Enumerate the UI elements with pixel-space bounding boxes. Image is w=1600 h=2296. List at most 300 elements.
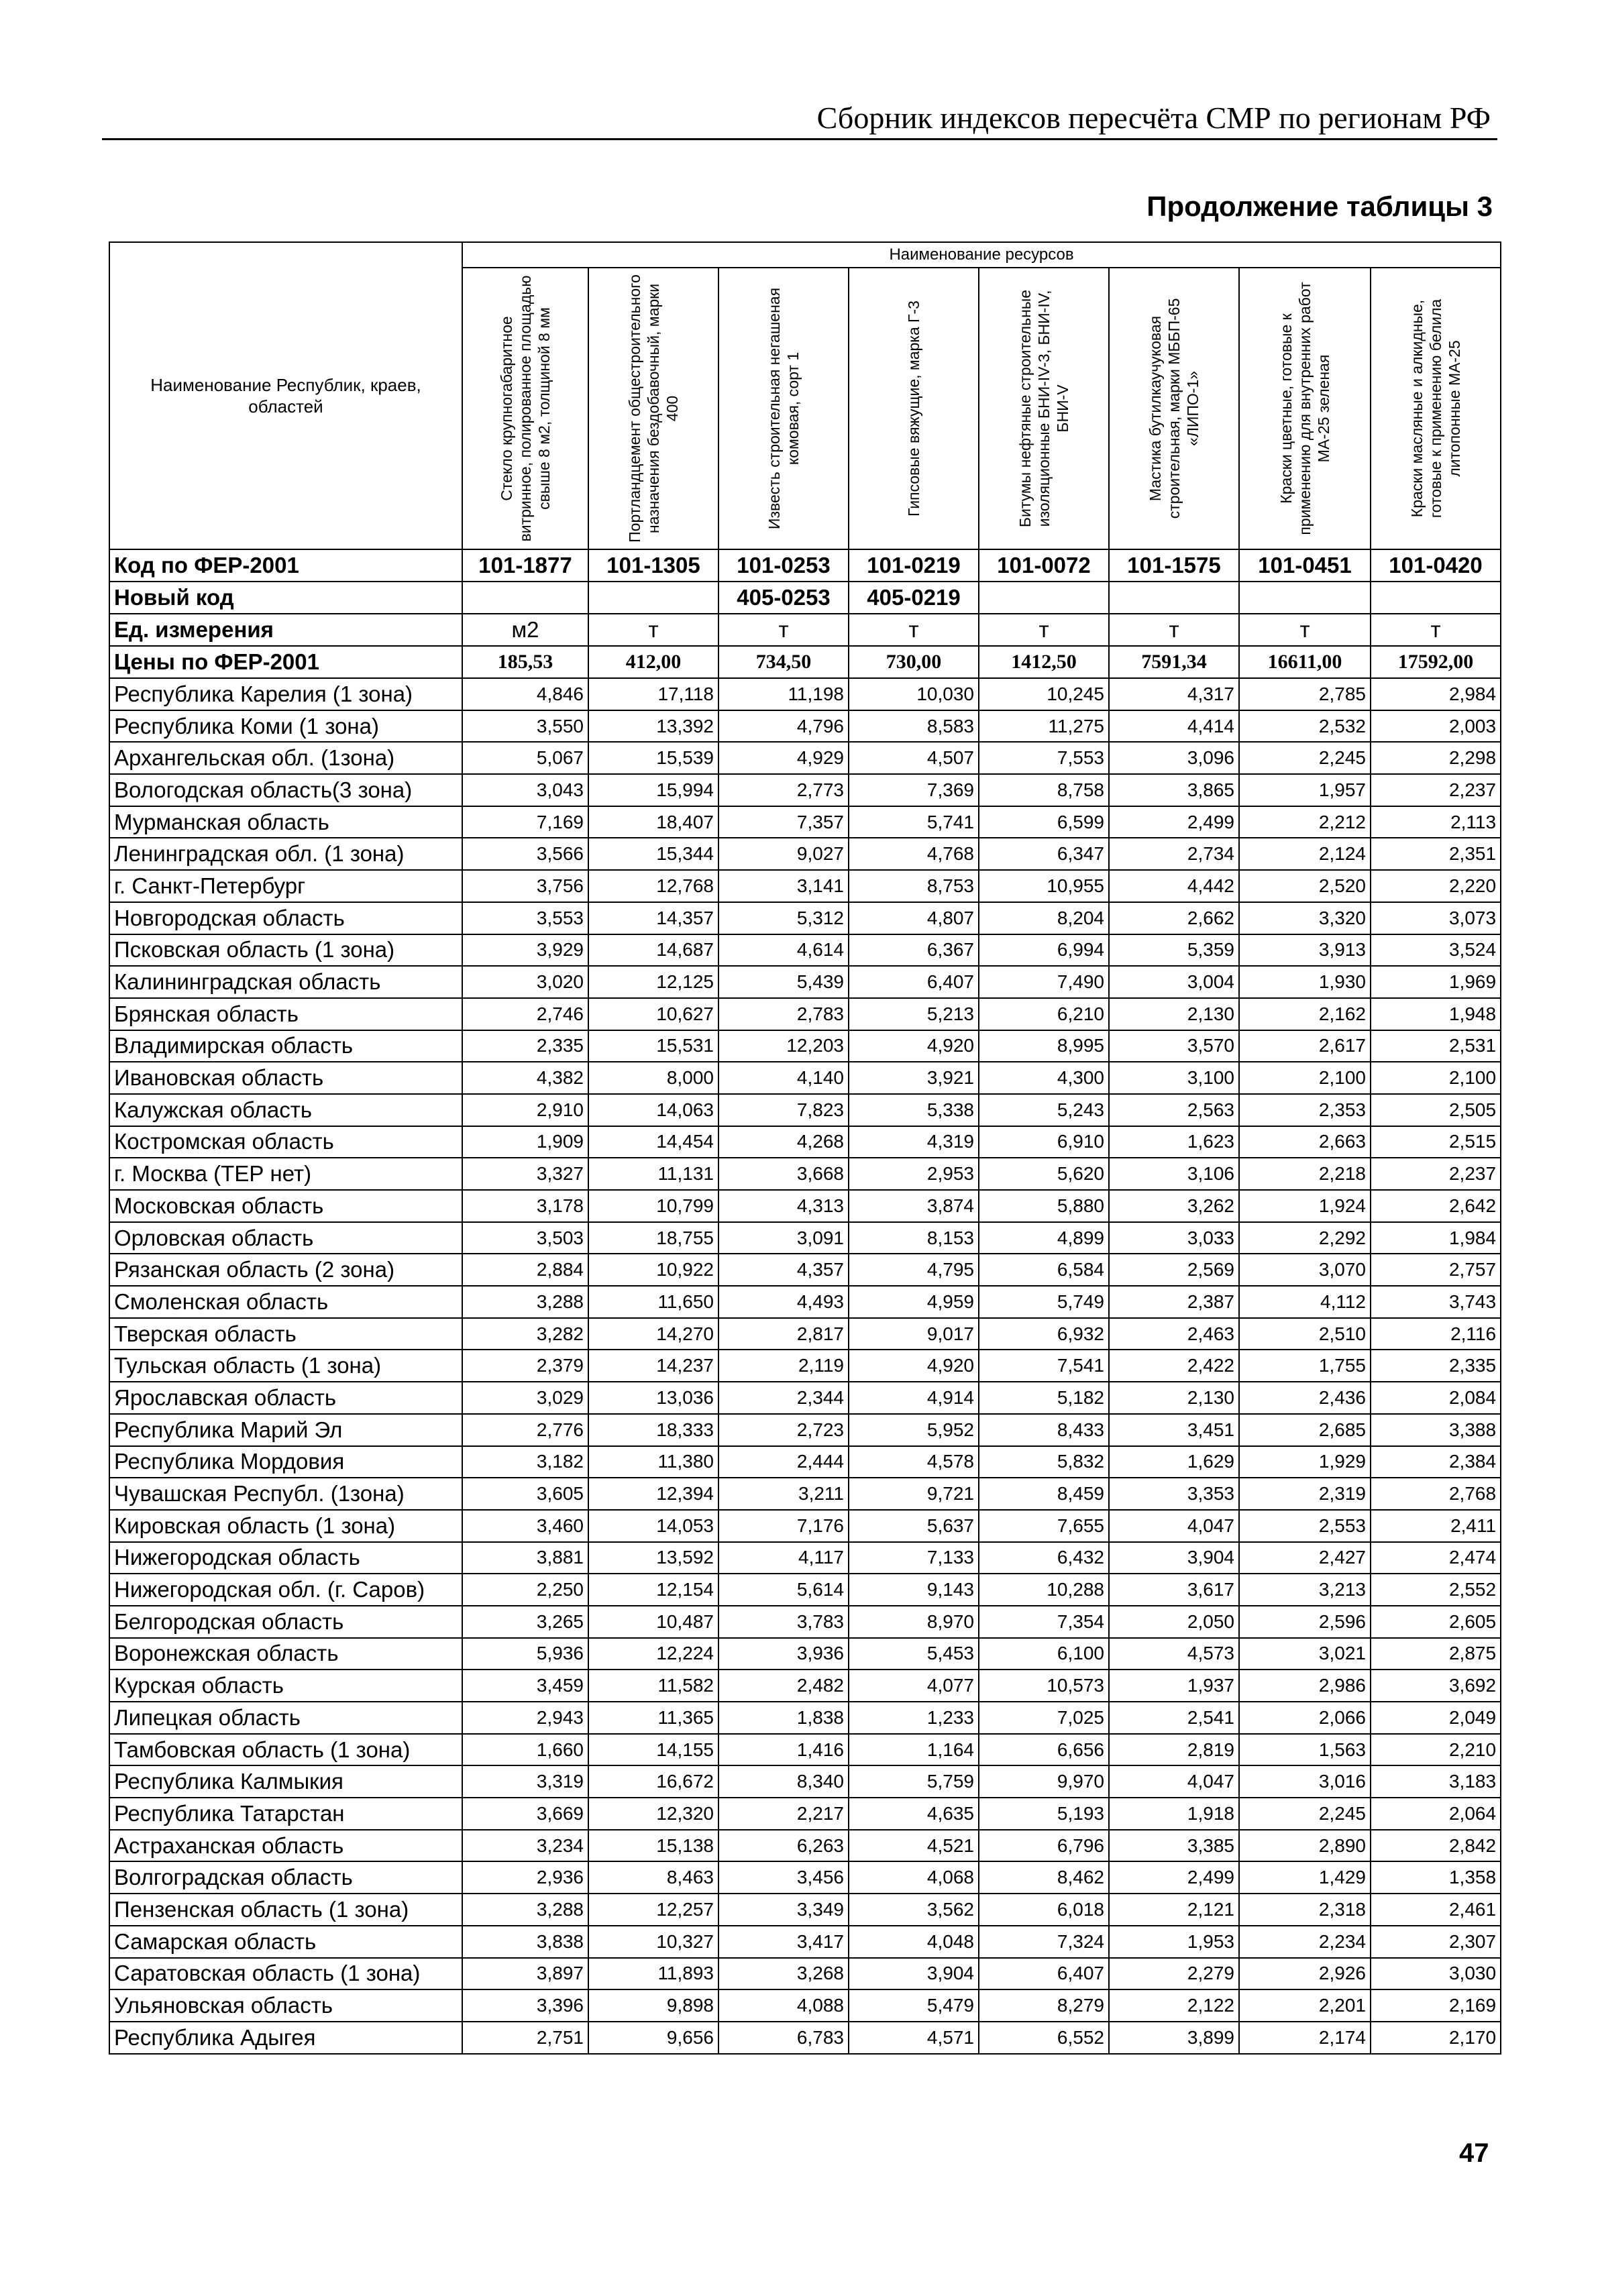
index-value: 5,453 xyxy=(849,1638,979,1670)
resource-column-header xyxy=(1371,268,1501,549)
index-value: 4,929 xyxy=(718,742,849,774)
index-value: 3,456 xyxy=(718,1861,849,1894)
index-value: 3,234 xyxy=(462,1830,588,1862)
index-value: 2,553 xyxy=(1239,1510,1371,1542)
price: 734,50 xyxy=(718,646,849,678)
index-value: 9,656 xyxy=(588,2022,718,2054)
unit: т xyxy=(849,614,979,646)
index-value: 2,541 xyxy=(1109,1702,1239,1734)
index-value: 7,025 xyxy=(979,1702,1109,1734)
resources-header: Наименование ресурсов xyxy=(462,242,1501,268)
index-value: 18,333 xyxy=(588,1414,718,1446)
index-value: 6,796 xyxy=(979,1830,1109,1862)
index-value: 15,138 xyxy=(588,1830,718,1862)
index-value: 2,217 xyxy=(718,1798,849,1830)
region-name: Белгородская область xyxy=(109,1606,462,1638)
region-name: Брянская область xyxy=(109,998,462,1030)
index-value: 8,463 xyxy=(588,1861,718,1894)
index-value: 3,553 xyxy=(462,902,588,934)
index-value: 2,344 xyxy=(718,1382,849,1414)
index-value: 2,335 xyxy=(1371,1350,1501,1382)
index-value: 15,531 xyxy=(588,1030,718,1062)
table-row xyxy=(109,1670,1501,1702)
index-value: 7,169 xyxy=(462,806,588,838)
index-value: 3,030 xyxy=(1371,1958,1501,1990)
index-value: 13,592 xyxy=(588,1542,718,1574)
index-value: 3,617 xyxy=(1109,1574,1239,1606)
index-value: 2,642 xyxy=(1371,1190,1501,1222)
index-value: 3,743 xyxy=(1371,1286,1501,1318)
index-value: 9,027 xyxy=(718,838,849,870)
index-value: 6,932 xyxy=(979,1318,1109,1350)
region-name: Мурманская область xyxy=(109,806,462,838)
region-name: Волгоградская область xyxy=(109,1861,462,1894)
index-value: 11,275 xyxy=(979,710,1109,743)
index-value: 3,913 xyxy=(1239,934,1371,967)
index-value: 2,218 xyxy=(1239,1158,1371,1190)
index-value: 3,033 xyxy=(1109,1222,1239,1254)
region-name: Республика Карелия (1 зона) xyxy=(109,678,462,710)
table-row xyxy=(109,1446,1501,1478)
resource-name: Мастика бутилкаучуковая строительная, марки МББП-65 «ЛИПО-1» xyxy=(1146,298,1202,519)
table-row xyxy=(109,1638,1501,1670)
index-value: 7,357 xyxy=(718,806,849,838)
region-name: Орловская область xyxy=(109,1222,462,1254)
index-value: 2,785 xyxy=(1239,678,1371,710)
region-name: Пензенская область (1 зона) xyxy=(109,1894,462,1926)
index-value: 3,091 xyxy=(718,1222,849,1254)
index-value: 3,417 xyxy=(718,1926,849,1958)
index-value: 3,178 xyxy=(462,1190,588,1222)
region-name: Чувашская Республ. (1зона) xyxy=(109,1478,462,1510)
index-value: 10,327 xyxy=(588,1926,718,1958)
index-value: 2,685 xyxy=(1239,1414,1371,1446)
index-value: 2,783 xyxy=(718,998,849,1030)
region-name: Ленинградская обл. (1 зона) xyxy=(109,838,462,870)
table-row xyxy=(109,774,1501,806)
index-value: 6,100 xyxy=(979,1638,1109,1670)
index-value: 2,212 xyxy=(1239,806,1371,838)
region-name: Саратовская область (1 зона) xyxy=(109,1958,462,1990)
table-row xyxy=(109,1765,1501,1798)
index-value: 2,510 xyxy=(1239,1318,1371,1350)
index-value: 7,490 xyxy=(979,966,1109,998)
index-value: 15,344 xyxy=(588,838,718,870)
index-value: 4,796 xyxy=(718,710,849,743)
index-value: 7,354 xyxy=(979,1606,1109,1638)
index-value: 2,819 xyxy=(1109,1734,1239,1766)
index-value: 6,994 xyxy=(979,934,1109,967)
price: 412,00 xyxy=(588,646,718,678)
region-name: Калининградская область xyxy=(109,966,462,998)
index-value: 12,125 xyxy=(588,966,718,998)
index-value: 5,759 xyxy=(849,1765,979,1798)
index-value: 5,193 xyxy=(979,1798,1109,1830)
region-name: Архангельская обл. (1зона) xyxy=(109,742,462,774)
unit: т xyxy=(588,614,718,646)
index-value: 3,904 xyxy=(849,1958,979,1990)
index-value: 14,155 xyxy=(588,1734,718,1766)
index-value: 4,268 xyxy=(718,1126,849,1158)
index-value: 14,053 xyxy=(588,1510,718,1542)
fer-code: 101-0420 xyxy=(1371,549,1501,582)
index-value: 3,282 xyxy=(462,1318,588,1350)
region-name: Смоленская область xyxy=(109,1286,462,1318)
price: 1412,50 xyxy=(979,646,1109,678)
region-name: Республика Адыгея xyxy=(109,2022,462,2054)
index-value: 2,663 xyxy=(1239,1126,1371,1158)
index-value: 3,070 xyxy=(1239,1254,1371,1286)
index-value: 2,116 xyxy=(1371,1318,1501,1350)
table-row xyxy=(109,1190,1501,1222)
index-value: 6,263 xyxy=(718,1830,849,1862)
index-value: 1,984 xyxy=(1371,1222,1501,1254)
index-value: 2,245 xyxy=(1239,1798,1371,1830)
index-value: 4,920 xyxy=(849,1030,979,1062)
index-value: 4,140 xyxy=(718,1062,849,1094)
index-value: 14,270 xyxy=(588,1318,718,1350)
index-value: 5,620 xyxy=(979,1158,1109,1190)
index-value: 3,183 xyxy=(1371,1765,1501,1798)
new-code xyxy=(462,582,588,614)
new-code xyxy=(588,582,718,614)
index-value: 3,899 xyxy=(1109,2022,1239,2054)
index-value: 6,018 xyxy=(979,1894,1109,1926)
region-name: г. Санкт-Петербург xyxy=(109,870,462,902)
index-value: 2,662 xyxy=(1109,902,1239,934)
index-value: 2,773 xyxy=(718,774,849,806)
index-value: 5,832 xyxy=(979,1446,1109,1478)
table-row xyxy=(109,678,1501,710)
region-name: Республика Мордовия xyxy=(109,1446,462,1478)
index-value: 2,499 xyxy=(1109,806,1239,838)
index-value: 1,358 xyxy=(1371,1861,1501,1894)
index-value: 2,379 xyxy=(462,1350,588,1382)
index-value: 4,077 xyxy=(849,1670,979,1702)
index-value: 2,084 xyxy=(1371,1382,1501,1414)
index-value: 13,036 xyxy=(588,1382,718,1414)
index-value: 14,454 xyxy=(588,1126,718,1158)
index-value: 2,049 xyxy=(1371,1702,1501,1734)
table-body xyxy=(109,549,1501,2054)
index-value: 3,385 xyxy=(1109,1830,1239,1862)
index-value: 2,776 xyxy=(462,1414,588,1446)
index-value: 2,499 xyxy=(1109,1861,1239,1894)
index-value: 2,124 xyxy=(1239,838,1371,870)
index-value: 2,237 xyxy=(1371,1158,1501,1190)
index-value: 2,532 xyxy=(1239,710,1371,743)
index-value: 10,799 xyxy=(588,1190,718,1222)
index-value: 3,349 xyxy=(718,1894,849,1926)
index-value: 5,637 xyxy=(849,1510,979,1542)
header-title: Сборник индексов пересчёта СМР по регионам РФ xyxy=(816,101,1491,135)
index-value: 4,635 xyxy=(849,1798,979,1830)
index-value: 3,503 xyxy=(462,1222,588,1254)
index-value: 2,121 xyxy=(1109,1894,1239,1926)
unit: т xyxy=(979,614,1109,646)
index-value: 7,541 xyxy=(979,1350,1109,1382)
index-value: 3,669 xyxy=(462,1798,588,1830)
index-value: 2,113 xyxy=(1371,806,1501,838)
index-value: 3,396 xyxy=(462,1989,588,2022)
price: 185,53 xyxy=(462,646,588,678)
index-value: 8,462 xyxy=(979,1861,1109,1894)
index-value: 2,943 xyxy=(462,1702,588,1734)
index-value: 2,552 xyxy=(1371,1574,1501,1606)
region-name: Московская область xyxy=(109,1190,462,1222)
index-value: 3,320 xyxy=(1239,902,1371,934)
fer-code: 101-0072 xyxy=(979,549,1109,582)
region-name: Кировская область (1 зона) xyxy=(109,1510,462,1542)
price: 730,00 xyxy=(849,646,979,678)
new-code xyxy=(1239,582,1371,614)
index-value: 11,198 xyxy=(718,678,849,710)
index-value: 10,627 xyxy=(588,998,718,1030)
unit: т xyxy=(1371,614,1501,646)
index-value: 2,162 xyxy=(1239,998,1371,1030)
resource-column-header xyxy=(718,268,849,549)
table-row xyxy=(109,1926,1501,1958)
index-value: 3,043 xyxy=(462,774,588,806)
index-value: 10,245 xyxy=(979,678,1109,710)
index-value: 11,893 xyxy=(588,1958,718,1990)
table-row xyxy=(109,1861,1501,1894)
index-value: 3,550 xyxy=(462,710,588,743)
table-row xyxy=(109,838,1501,870)
index-value: 8,433 xyxy=(979,1414,1109,1446)
index-value: 1,957 xyxy=(1239,774,1371,806)
region-name: Тверская область xyxy=(109,1318,462,1350)
index-value: 4,807 xyxy=(849,902,979,934)
table-row xyxy=(109,870,1501,902)
resource-name: Краски масляные и алкидные, готовые к применению белила литопонные МА-25 xyxy=(1408,298,1464,518)
index-value: 3,004 xyxy=(1109,966,1239,998)
index-table xyxy=(109,241,1501,2055)
index-value: 5,213 xyxy=(849,998,979,1030)
region-name: Республика Марий Эл xyxy=(109,1414,462,1446)
fer-code: 101-0219 xyxy=(849,549,979,582)
index-value: 1,924 xyxy=(1239,1190,1371,1222)
index-value: 2,768 xyxy=(1371,1478,1501,1510)
index-value: 1,953 xyxy=(1109,1926,1239,1958)
index-value: 11,582 xyxy=(588,1670,718,1702)
index-value: 2,596 xyxy=(1239,1606,1371,1638)
region-name: Тульская область (1 зона) xyxy=(109,1350,462,1382)
table-row xyxy=(109,1606,1501,1638)
index-value: 4,846 xyxy=(462,678,588,710)
resource-column-header xyxy=(588,268,718,549)
index-value: 2,926 xyxy=(1239,1958,1371,1990)
index-value: 4,357 xyxy=(718,1254,849,1286)
region-name: Липецкая область xyxy=(109,1702,462,1734)
index-value: 7,553 xyxy=(979,742,1109,774)
new-code: 405-0219 xyxy=(849,582,979,614)
index-value: 3,096 xyxy=(1109,742,1239,774)
index-value: 2,531 xyxy=(1371,1030,1501,1062)
index-value: 12,203 xyxy=(718,1030,849,1062)
new-code: 405-0253 xyxy=(718,582,849,614)
index-value: 2,064 xyxy=(1371,1798,1501,1830)
index-value: 2,292 xyxy=(1239,1222,1371,1254)
table-row xyxy=(109,1798,1501,1830)
fer-code: 101-1575 xyxy=(1109,549,1239,582)
index-value: 2,201 xyxy=(1239,1989,1371,2022)
region-name: Тамбовская область (1 зона) xyxy=(109,1734,462,1766)
table-row xyxy=(109,1350,1501,1382)
index-value: 12,394 xyxy=(588,1478,718,1510)
region-name: Вологодская область(3 зона) xyxy=(109,774,462,806)
index-value: 2,427 xyxy=(1239,1542,1371,1574)
table-row xyxy=(109,1702,1501,1734)
index-value: 3,073 xyxy=(1371,902,1501,934)
index-value: 9,721 xyxy=(849,1478,979,1510)
index-value: 5,338 xyxy=(849,1094,979,1126)
index-value: 3,605 xyxy=(462,1478,588,1510)
index-value: 2,422 xyxy=(1109,1350,1239,1382)
index-value: 3,668 xyxy=(718,1158,849,1190)
index-value: 5,067 xyxy=(462,742,588,774)
new-code xyxy=(1109,582,1239,614)
index-value: 3,020 xyxy=(462,966,588,998)
resource-column-header xyxy=(1239,268,1371,549)
index-value: 2,757 xyxy=(1371,1254,1501,1286)
index-value: 4,571 xyxy=(849,2022,979,2054)
index-value: 3,213 xyxy=(1239,1574,1371,1606)
index-value: 1,838 xyxy=(718,1702,849,1734)
index-value: 4,493 xyxy=(718,1286,849,1318)
price: 7591,34 xyxy=(1109,646,1239,678)
index-value: 4,300 xyxy=(979,1062,1109,1094)
table-row xyxy=(109,1734,1501,1766)
table-row xyxy=(109,1510,1501,1542)
index-value: 1,623 xyxy=(1109,1126,1239,1158)
index-value: 12,768 xyxy=(588,870,718,902)
index-value: 2,444 xyxy=(718,1446,849,1478)
index-value: 2,100 xyxy=(1371,1062,1501,1094)
table-row xyxy=(109,998,1501,1030)
index-value: 8,970 xyxy=(849,1606,979,1638)
index-value: 6,783 xyxy=(718,2022,849,2054)
index-value: 2,890 xyxy=(1239,1830,1371,1862)
region-name: Костромская область xyxy=(109,1126,462,1158)
index-value: 2,515 xyxy=(1371,1126,1501,1158)
index-value: 2,875 xyxy=(1371,1638,1501,1670)
index-value: 3,756 xyxy=(462,870,588,902)
index-value: 1,918 xyxy=(1109,1798,1239,1830)
index-value: 8,753 xyxy=(849,870,979,902)
price-row xyxy=(109,646,1501,678)
index-value: 15,539 xyxy=(588,742,718,774)
index-value: 4,319 xyxy=(849,1126,979,1158)
index-value: 5,952 xyxy=(849,1414,979,1446)
index-value: 2,482 xyxy=(718,1670,849,1702)
region-name: Калужская область xyxy=(109,1094,462,1126)
index-value: 1,929 xyxy=(1239,1446,1371,1478)
region-name: Республика Калмыкия xyxy=(109,1765,462,1798)
index-value: 2,605 xyxy=(1371,1606,1501,1638)
index-value: 4,959 xyxy=(849,1286,979,1318)
unit-row xyxy=(109,614,1501,646)
index-value: 11,380 xyxy=(588,1446,718,1478)
index-value: 18,755 xyxy=(588,1222,718,1254)
index-value: 3,288 xyxy=(462,1286,588,1318)
index-value: 8,995 xyxy=(979,1030,1109,1062)
index-value: 5,880 xyxy=(979,1190,1109,1222)
index-value: 12,257 xyxy=(588,1894,718,1926)
index-value: 7,823 xyxy=(718,1094,849,1126)
index-value: 5,479 xyxy=(849,1989,979,2022)
index-value: 4,573 xyxy=(1109,1638,1239,1670)
index-value: 18,407 xyxy=(588,806,718,838)
price: 17592,00 xyxy=(1371,646,1501,678)
index-value: 5,359 xyxy=(1109,934,1239,967)
fer-code: 101-0451 xyxy=(1239,549,1371,582)
index-value: 7,369 xyxy=(849,774,979,806)
index-value: 2,734 xyxy=(1109,838,1239,870)
region-name: Нижегородская область xyxy=(109,1542,462,1574)
index-value: 2,318 xyxy=(1239,1894,1371,1926)
index-value: 3,021 xyxy=(1239,1638,1371,1670)
index-value: 1,233 xyxy=(849,1702,979,1734)
index-value: 5,243 xyxy=(979,1094,1109,1126)
resource-name: Портландцемент общестроительного назначения бездобавочный, марки 400 xyxy=(626,274,681,543)
index-value: 1,563 xyxy=(1239,1734,1371,1766)
resource-column-header xyxy=(462,268,588,549)
index-value: 1,429 xyxy=(1239,1861,1371,1894)
index-value: 6,656 xyxy=(979,1734,1109,1766)
index-value: 3,783 xyxy=(718,1606,849,1638)
index-value: 5,936 xyxy=(462,1638,588,1670)
region-name: Рязанская область (2 зона) xyxy=(109,1254,462,1286)
index-value: 4,048 xyxy=(849,1926,979,1958)
index-value: 3,451 xyxy=(1109,1414,1239,1446)
index-value: 9,970 xyxy=(979,1765,1109,1798)
index-value: 10,573 xyxy=(979,1670,1109,1702)
index-value: 6,347 xyxy=(979,838,1109,870)
index-value: 2,617 xyxy=(1239,1030,1371,1062)
index-value: 3,897 xyxy=(462,1958,588,1990)
index-value: 2,461 xyxy=(1371,1894,1501,1926)
index-value: 3,029 xyxy=(462,1382,588,1414)
index-value: 2,220 xyxy=(1371,870,1501,902)
index-value: 2,234 xyxy=(1239,1926,1371,1958)
index-value: 14,357 xyxy=(588,902,718,934)
table-row xyxy=(109,1382,1501,1414)
table-row xyxy=(109,902,1501,934)
table-row xyxy=(109,1958,1501,1990)
index-value: 9,143 xyxy=(849,1574,979,1606)
index-value: 4,914 xyxy=(849,1382,979,1414)
index-value: 10,922 xyxy=(588,1254,718,1286)
index-value: 3,460 xyxy=(462,1510,588,1542)
index-value: 13,392 xyxy=(588,710,718,743)
index-value: 17,118 xyxy=(588,678,718,710)
index-value: 2,298 xyxy=(1371,742,1501,774)
unit: т xyxy=(718,614,849,646)
index-value: 8,758 xyxy=(979,774,1109,806)
index-value: 4,313 xyxy=(718,1190,849,1222)
index-value: 2,984 xyxy=(1371,678,1501,710)
region-name: Республика Татарстан xyxy=(109,1798,462,1830)
region-name: Курская область xyxy=(109,1670,462,1702)
index-value: 6,432 xyxy=(979,1542,1109,1574)
index-value: 5,749 xyxy=(979,1286,1109,1318)
region-name: Псковская область (1 зона) xyxy=(109,934,462,967)
index-value: 7,655 xyxy=(979,1510,1109,1542)
table-row xyxy=(109,1254,1501,1286)
new-code-label: Новый код xyxy=(109,582,462,614)
index-value: 3,881 xyxy=(462,1542,588,1574)
